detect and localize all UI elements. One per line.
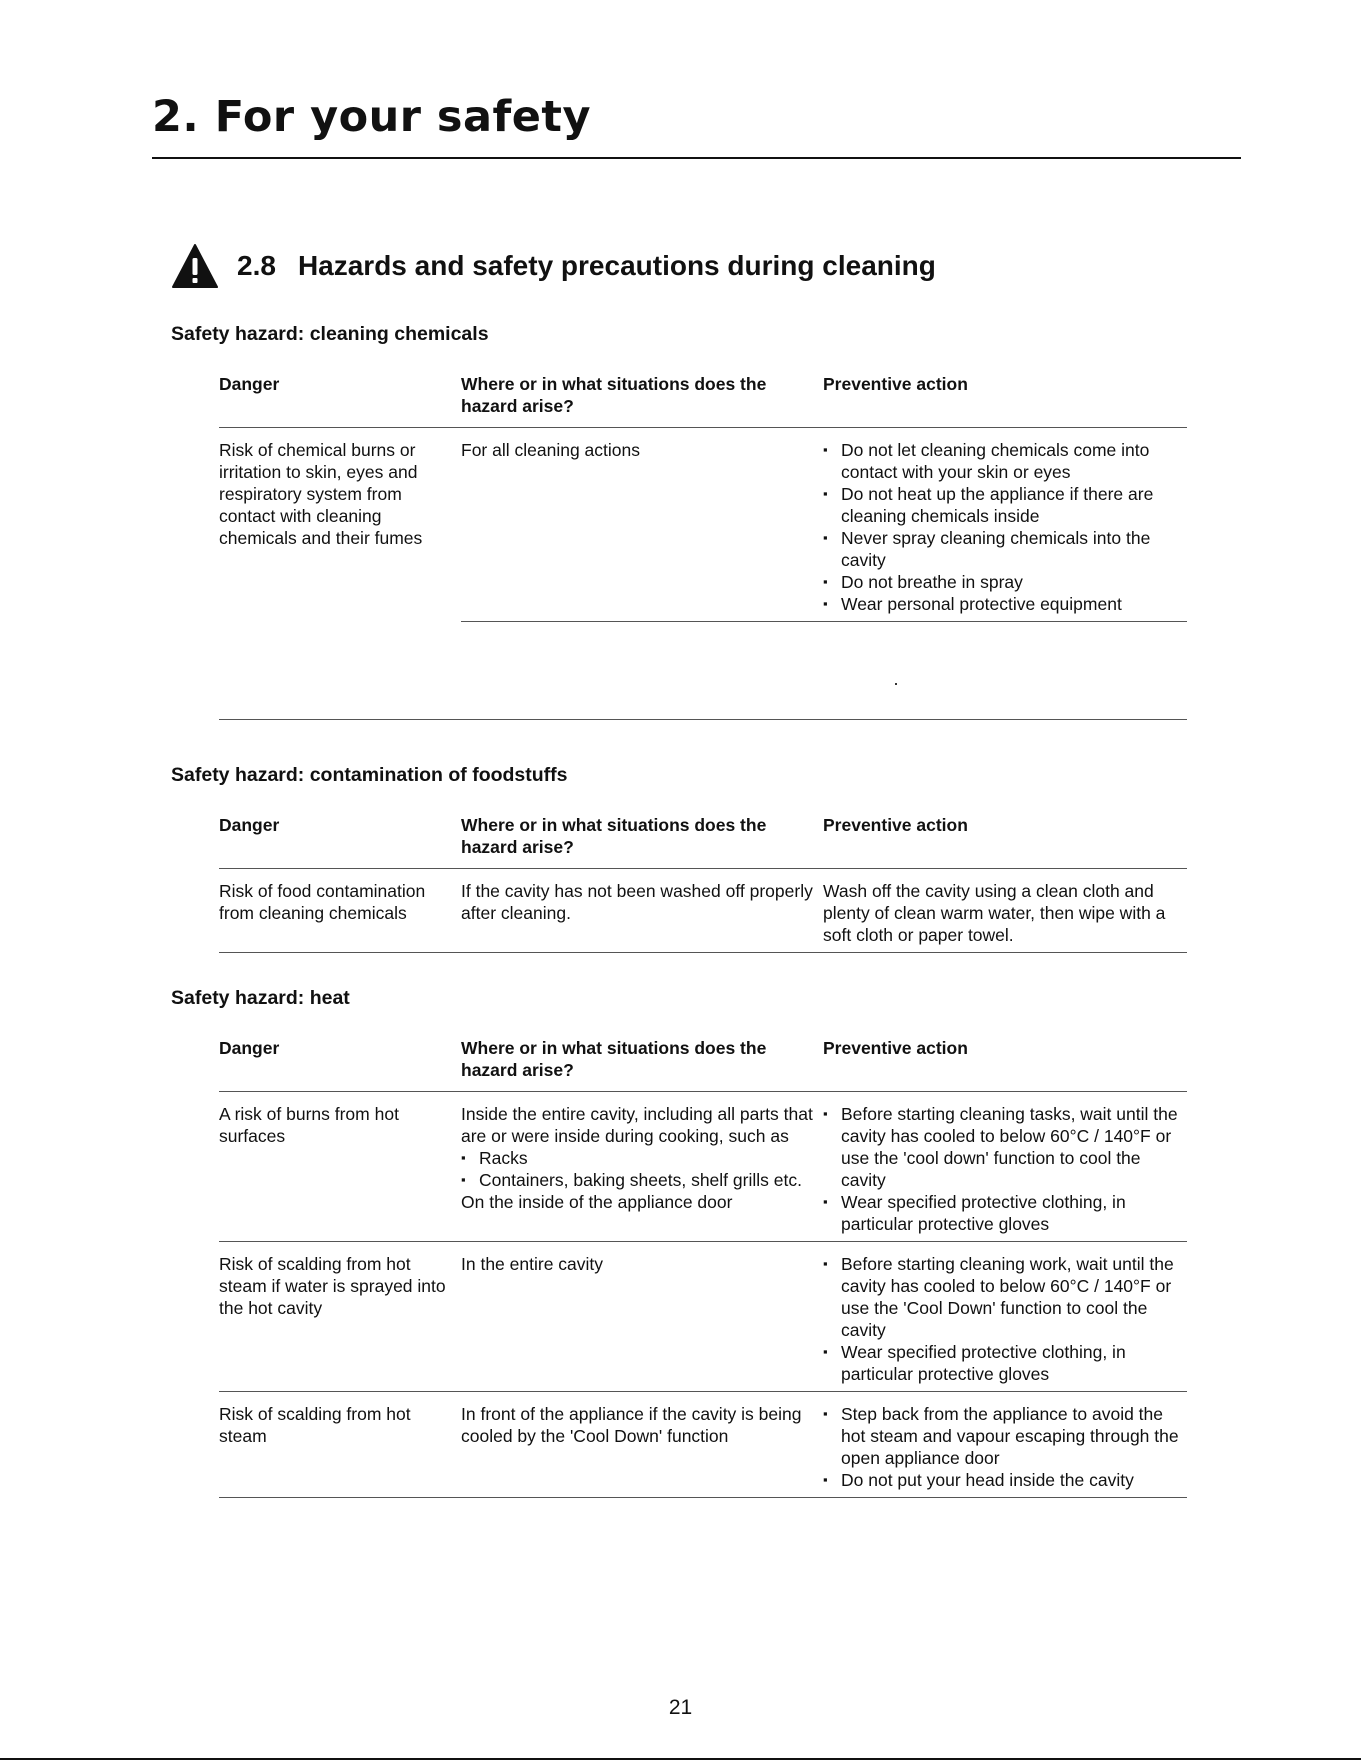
list-item: ▪ Wear specified protective clothing, in particular protective gloves bbox=[823, 1341, 1181, 1385]
column-header-where: Where or in what situations does the hazard arise? bbox=[461, 1037, 823, 1092]
list-item: ▪ Before starting cleaning tasks, wait until the cavity has cooled to below 60°C / 140°F or use the 'cool down' function to cool the cavity bbox=[823, 1103, 1181, 1191]
where-cell: For all cleaning actions bbox=[461, 428, 823, 622]
action-list bbox=[823, 1253, 1181, 1385]
where-list bbox=[461, 1147, 817, 1191]
where-cell: In the entire cavity bbox=[461, 1242, 823, 1392]
column-header-danger: Danger bbox=[219, 373, 461, 428]
action-cell: Wash off the cavity using a clean cloth and plenty of clean warm water, then wipe with a soft cloth or paper towel. bbox=[823, 869, 1187, 953]
column-header-where: Where or in what situations does the hazard arise? bbox=[461, 814, 823, 869]
action-list bbox=[823, 1103, 1181, 1235]
table-header-row bbox=[219, 373, 1187, 428]
list-item: ▪ Do not put your head inside the cavity bbox=[823, 1469, 1181, 1491]
table-row bbox=[219, 1092, 1187, 1242]
action-cell bbox=[823, 1392, 1187, 1498]
danger-cell: Risk of food contamination from cleaning chemicals bbox=[219, 869, 461, 953]
chapter-rule bbox=[152, 157, 1241, 159]
separator-rule bbox=[219, 719, 1187, 720]
danger-cell: Risk of scalding from hot steam if water is sprayed into the hot cavity bbox=[219, 1242, 461, 1392]
hazard-title-contamination: Safety hazard: contamination of foodstuffs bbox=[171, 764, 568, 786]
hazard-title-chemicals: Safety hazard: cleaning chemicals bbox=[171, 323, 489, 345]
where-text-after: On the inside of the appliance door bbox=[461, 1192, 733, 1212]
list-item: ▪ Wear personal protective equipment bbox=[823, 593, 1181, 615]
table-row bbox=[219, 1242, 1187, 1392]
list-item: ▪ Before starting cleaning work, wait until the cavity has cooled to below 60°C / 140°F or use the 'Cool Down' function to cool the cavity bbox=[823, 1253, 1181, 1341]
where-cell bbox=[461, 1092, 823, 1242]
danger-cell: Risk of scalding from hot steam bbox=[219, 1392, 461, 1498]
column-header-danger: Danger bbox=[219, 814, 461, 869]
bottom-rule bbox=[0, 1758, 1361, 1760]
list-item: ▪ Do not heat up the appliance if there are cleaning chemicals inside bbox=[823, 483, 1181, 527]
table-row bbox=[219, 428, 1187, 622]
column-header-action: Preventive action bbox=[823, 814, 1187, 869]
list-item: ▪ Racks bbox=[461, 1147, 817, 1169]
section-title: Hazards and safety precautions during cleaning bbox=[297, 250, 936, 281]
hazard-table-heat bbox=[219, 1037, 1187, 1498]
list-item: ▪ Do not let cleaning chemicals come into contact with your skin or eyes bbox=[823, 439, 1181, 483]
hazard-table-chemicals bbox=[219, 373, 1187, 622]
where-cell: If the cavity has not been washed off properly after cleaning. bbox=[461, 869, 823, 953]
where-cell: In front of the appliance if the cavity is being cooled by the 'Cool Down' function bbox=[461, 1392, 823, 1498]
danger-cell: Risk of chemical burns or irritation to skin, eyes and respiratory system from contact with cleaning chemicals and their fumes bbox=[219, 440, 423, 548]
list-item: ▪ Wear specified protective clothing, in particular protective gloves bbox=[823, 1191, 1181, 1235]
hazard-title-heat: Safety hazard: heat bbox=[171, 987, 350, 1009]
hazard-table-contamination bbox=[219, 814, 1187, 953]
where-text: Inside the entire cavity, including all parts that are or were inside during cooking, such as bbox=[461, 1104, 813, 1146]
list-item: ▪ Never spray cleaning chemicals into the cavity bbox=[823, 527, 1181, 571]
danger-cell: A risk of burns from hot surfaces bbox=[219, 1092, 461, 1242]
list-item: ▪ Step back from the appliance to avoid the hot steam and vapour escaping through the open appliance door bbox=[823, 1403, 1181, 1469]
chapter-title: 2. For your safety bbox=[152, 92, 591, 142]
action-cell bbox=[823, 1242, 1187, 1392]
warning-triangle-icon bbox=[171, 243, 219, 289]
table-row bbox=[219, 869, 1187, 953]
list-item: ▪ Containers, baking sheets, shelf grills etc. bbox=[461, 1169, 817, 1191]
list-item: ▪ Do not breathe in spray bbox=[823, 571, 1181, 593]
table-header-row bbox=[219, 1037, 1187, 1092]
section-number: 2.8 bbox=[237, 250, 276, 281]
table-row bbox=[219, 1392, 1187, 1498]
action-cell bbox=[823, 428, 1187, 622]
column-header-action: Preventive action bbox=[823, 373, 1187, 428]
action-list bbox=[823, 439, 1181, 615]
table-header-row bbox=[219, 814, 1187, 869]
action-list bbox=[823, 1403, 1181, 1491]
column-header-danger: Danger bbox=[219, 1037, 461, 1092]
column-header-where: Where or in what situations does the hazard arise? bbox=[461, 373, 823, 428]
stray-dot bbox=[895, 683, 897, 685]
action-cell bbox=[823, 1092, 1187, 1242]
section-heading bbox=[171, 242, 936, 290]
page-number: 21 bbox=[668, 1696, 693, 1719]
column-header-action: Preventive action bbox=[823, 1037, 1187, 1092]
